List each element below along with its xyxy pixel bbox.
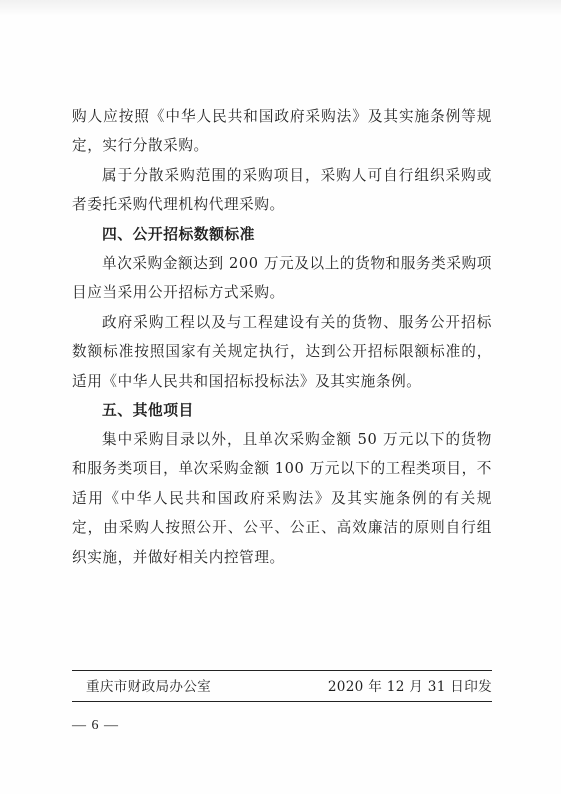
footer-top-rule [72, 670, 492, 671]
scan-shadow [0, 0, 561, 16]
paragraph-continuation: 购人应按照《中华人民共和国政府采购法》及其实施条例等规定，实行分散采购。 [72, 108, 492, 155]
paragraph-other-projects: 集中采购目录以外，且单次采购金额 50 万元以下的货物和服务类项目，单次采购金额 100 万元以下的工程类项目，不适用《中华人民共和国政府采购法》及其实施条例的有关规定，由采购人按照公开、公平、公正、高效廉洁的原则自行组织实施，并做好相关内控管理。 [72, 431, 492, 566]
page-number: — 6 — [72, 718, 119, 733]
footer-bottom-rule [72, 701, 492, 702]
issuance-line [86, 677, 492, 697]
paragraph-decentralized-procurement: 属于分散采购范围的采购项目，采购人可自行组织采购或者委托采购代理机构代理采购。 [72, 167, 492, 214]
paragraph-engineering-tender: 政府采购工程以及与工程建设有关的货物、服务公开招标数额标准按照国家有关规定执行，达到公开招标限额标准的，适用《中华人民共和国招标投标法》及其实施条例。 [72, 314, 492, 390]
paragraph-tender-threshold: 单次采购金额达到 200 万元及以上的货物和服务类采购项目应当采用公开招标方式采购。 [72, 255, 492, 302]
section-heading-5: 五、其他项目 [102, 402, 194, 419]
issue-date: 2020 年 12 月 31 日印发 [327, 679, 492, 695]
issuer-name: 重庆市财政局办公室 [86, 679, 212, 695]
section-heading-4: 四、公开招标数额标准 [102, 226, 255, 243]
